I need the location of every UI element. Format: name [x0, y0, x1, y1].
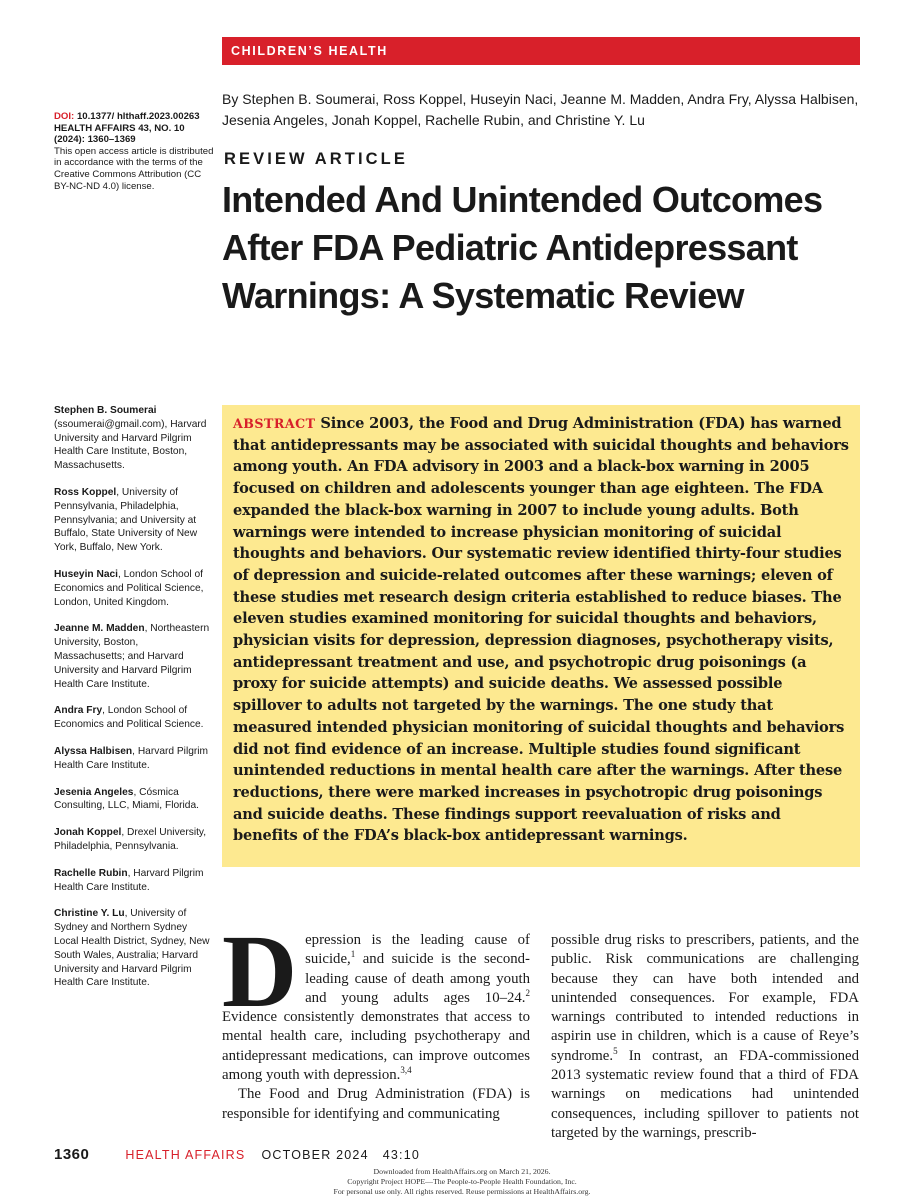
body-text: Evidence consistently demonstrates that access to mental health care, including psychotherapy and antidepressant medications, can improve outcomes among youth with depression. [222, 1009, 530, 1084]
affiliation-name: Ross Koppel [54, 486, 117, 498]
affiliation-detail: , Cósmica Consulting, LLC, Miami, Florida. [54, 786, 199, 812]
abstract-box [222, 405, 860, 867]
legal-notice [0, 1167, 924, 1196]
download-notice: Downloaded from HealthAffairs.org on March 21, 2026. [373, 1167, 551, 1176]
doi-block [54, 111, 214, 192]
journal-name: HEALTH AFFAIRS [125, 1148, 246, 1162]
copyright-notice: Copyright Project HOPE—The People-to-People Health Foundation, Inc. [347, 1176, 577, 1186]
affiliation-name: Andra Fry [54, 705, 103, 717]
affiliation-detail: , Drexel University, Philadelphia, Pennsylvania. [54, 827, 207, 852]
article-title: Intended And Unintended Outcomes After FDA Pediatric Antidepressant Warnings: A Systematic Review [222, 179, 823, 316]
citation-ref[interactable]: 2 [525, 987, 530, 998]
affiliation-detail: , London School of Economics and Political Science, London, United Kingdom. [54, 568, 204, 608]
body-text: and suicide is the second-leading cause of death among youth and young adults ages 10–24. [305, 951, 530, 1006]
affiliation-item [54, 786, 210, 814]
abstract-label: ABSTRACT [233, 416, 316, 431]
affiliation-item [54, 404, 210, 473]
body-paragraph [551, 931, 859, 1143]
section-banner: CHILDREN’S HEALTH [222, 37, 860, 65]
affiliation-detail: , Northeastern University, Boston, Massachusetts; and Harvard University and Harvard Pilgrim Health Care Institute. [54, 623, 210, 690]
body-paragraph [222, 914, 530, 1085]
citation-ref[interactable]: 5 [613, 1045, 618, 1056]
license-note: This open access article is distributed in accordance with the terms of the Creative Commons Attribution (CC BY-NC-ND 4.0) license. [54, 145, 214, 192]
usage-notice: For personal use only. All rights reserved. Reuse permissions at HealthAffairs.org. [333, 1186, 591, 1196]
issue-date: OCTOBER 2024 [261, 1148, 369, 1162]
journal-reference: HEALTH AFFAIRS 43, NO. 10 (2024): 1360–1369 [54, 122, 185, 146]
byline: By Stephen B. Soumerai, Ross Koppel, Huseyin Naci, Jeanne M. Madden, Andra Fry, Alyssa Halbisen, Jesenia Angeles, Jonah Koppel, Rachelle Rubin, and Christine Y. Lu [222, 91, 859, 128]
affiliation-detail: , University of Pennsylvania, Philadelphia, Pennsylvania; and University at Buffalo, State University of New York, Buffalo, New York. [54, 486, 198, 554]
doi-value[interactable]: 10.1377/ hlthaff.2023.00263 [76, 111, 200, 122]
affiliation-item [54, 704, 210, 732]
affiliation-detail: , University of Sydney and Northern Sydney Local Health District, Sydney, New South Wales, Australia; Harvard University and Harvard Pilgrim Health Care Institute. [54, 908, 210, 989]
affiliation-item [54, 907, 210, 990]
abstract-text: Since 2003, the Food and Drug Administration (FDA) has warned that antidepressants may be associated with suicidal thoughts and behaviors among youth. An FDA advisory in 2003 and a black-box warning in 2005 focused on children and adolescents younger than age eighteen. The FDA expanded the black-box warning in 2007 to include young adults. Both warnings were intended to increase physician monitoring of suicidal thoughts and behaviors. Our systematic review identified thirty-four studies of depression and suicide-related outcomes after these warnings; eleven of these studies met research design criteria established to reduce biases. The eleven studies examined monitoring for suicidal thoughts and behaviors, physician visits for depression, depression diagnoses, psychotherapy visits, antidepressant treatment and use, and psychotropic drug poisonings (a proxy for suicide attempts) and suicide deaths. We assessed possible spillover to adults not targeted by the warnings. The one study that measured intended physician monitoring of suicidal thoughts and behaviors did not find evidence of an increase. Multiple studies found significant unintended reductions in mental health care after the warnings. After these reductions, there were marked increases in psychotropic drug poisonings and suicide deaths. These findings support reevaluation of risks and benefits of the FDA’s black-box antidepressant warnings. [233, 415, 849, 845]
body-paragraph: The Food and Drug Administration (FDA) is responsible for identifying and communicating [222, 1086, 530, 1122]
page-footer [54, 1146, 420, 1163]
affiliation-detail: , London School of Economics and Political Science. [54, 705, 204, 731]
doi-label: DOI: [54, 111, 75, 122]
article-type: REVIEW ARTICLE [224, 150, 408, 168]
affiliation-name: Huseyin Naci [54, 568, 118, 580]
affiliation-item [54, 486, 210, 555]
body-column-right [551, 931, 859, 1143]
body-text: possible drug risks to prescribers, patients, and the public. Risk communications are challenging because they can have both intended and unintended consequences. For example, FDA warnings contributed to intended reductions in aspirin use in children, which is a cause of Reye’s syndrome. [551, 932, 859, 1064]
body-text: epression is the leading cause of suicide, [305, 932, 530, 968]
affiliation-name: Alyssa Halbisen [54, 745, 133, 757]
affiliation-name: Stephen B. Soumerai [54, 405, 157, 416]
citation-ref[interactable]: 1 [350, 949, 356, 960]
affiliation-item [54, 826, 210, 854]
affiliation-detail: (ssoumerai@gmail.com), Harvard University and Harvard Pilgrim Health Care Institute, Boston, Massachusetts. [54, 418, 207, 472]
affiliation-detail: , Harvard Pilgrim Health Care Institute. [54, 867, 204, 893]
affiliation-item [54, 568, 210, 609]
body-text: In contrast, an FDA-commissioned 2013 systematic review found that a third of FDA warnings on medications had unintended consequences, including spillover to patients not targeted by the warnings, prescrib- [551, 1047, 859, 1141]
volume-issue: 43:10 [382, 1148, 420, 1162]
affiliation-item [54, 622, 210, 691]
affiliation-item [54, 745, 210, 773]
drop-cap: D [222, 914, 298, 1029]
page-number: 1360 [54, 1146, 90, 1163]
author-affiliations [54, 404, 210, 1003]
citation-ref[interactable]: 3,4 [400, 1065, 412, 1076]
affiliation-name: Christine Y. Lu [54, 908, 125, 920]
body-column-left [222, 914, 530, 1124]
affiliation-name: Jesenia Angeles [54, 786, 134, 798]
affiliation-item [54, 867, 210, 895]
affiliation-name: Rachelle Rubin [54, 867, 128, 879]
affiliation-name: Jeanne M. Madden [54, 623, 145, 635]
affiliation-detail: , Harvard Pilgrim Health Care Institute. [54, 745, 209, 771]
affiliation-name: Jonah Koppel [54, 827, 122, 839]
